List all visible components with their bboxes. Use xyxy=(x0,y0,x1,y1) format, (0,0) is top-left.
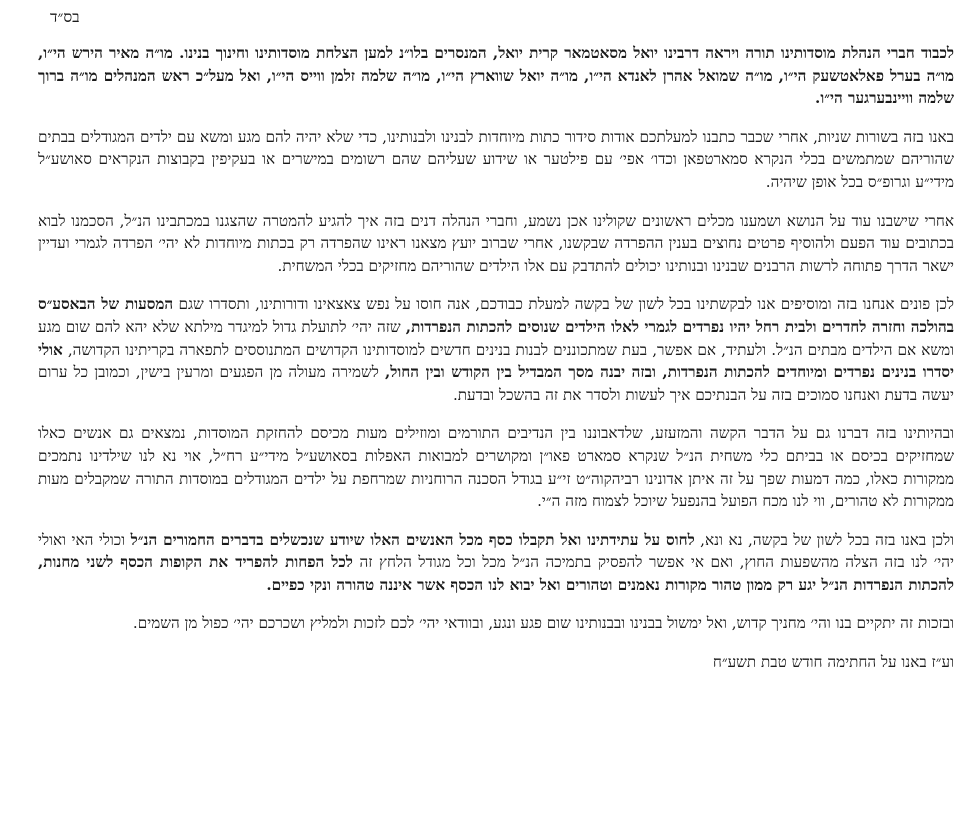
blessing-text: ובזכות זה יתקיים בנו והי׳ מחניך קדוש, ואל ימשול בבנינו ובבנותינו שום פגע ונגע, ובוודאי יהי׳ לכם לזכות ולמליץ ושכרכם יהי׳ כפול מן השמים. xyxy=(132,614,954,633)
request-text-3: לשמירה מעולה מן הפגעים ומרעין בישין, וכמובן כל ערום יעשה בדעת ואנחנו סמוכים בזה על הבנתיכם איך לעשות ולסדר את זה בהשכל ובדעת. xyxy=(38,363,954,404)
request-text-2: שזה יהי׳ לתועלת גדול למיגדר מילתא שלא יהא להם שום מגע ומשא אם הילדים מבתים הנ״ל. ולעתיד, אם אפשר, בעת שמתכוננים לבנות בנינים חדשים למוסדותינו הקדושים המתנוססים לתפארה בקריתינו הקדושה, xyxy=(38,317,954,359)
paragraph-address xyxy=(38,42,954,110)
signoff xyxy=(38,651,954,674)
paragraph-intro xyxy=(38,126,954,194)
funds-text-1: ולכן באנו בזה בכל לשון של בקשה, נא ונא, xyxy=(694,530,954,549)
paragraph-funds xyxy=(38,529,954,597)
signoff-text: וע״ז באנו על החתימה חודש טבת תשע״ח xyxy=(712,653,954,672)
bsd-text: בס״ד xyxy=(50,8,80,26)
funds-bold-2: לכל הפחות להפריד את הקופות הכסף לשני מחנות, להכתות הנפרדות הנ״ל יגע רק ממון טהור מקורות נאמנים וטהורים ואל יבוא לנו הכסף אשר איננה טהורה ונקי כפיים. xyxy=(38,553,954,594)
address-bold-text: לכבוד חברי הנהלת מוסדותינו תורה ויראה דרבינו יואל מסאטמאר קרית יואל, המנסרים בלו״נ למען הצלחת מוסדותינו וחינוך בנינו. מו״ה מאיר הירש הי״ו, מו״ה בערל פאלאטשעק הי״ו, מו״ה שמואל אהרן לאנדא הי״ו, מו״ה יואל שווארץ הי״ו, מו״ה שלמה זלמן ווייס הי״ו, ואל מעל״כ ראש המנהלים מו״ה ברוך שלמה וויינבערגער הי״ו. xyxy=(38,44,954,108)
intro-text: באנו בזה בשורות שניות, אחרי שכבר כתבנו למעלתכם אודות סידור כתות מיוחדות לבנינו ולבנותינו, כדי שלא יהיה להם מגע ומשא עם ילדים המגודלים בבתים שהוריהם שמתמשים בכלי הנקרא סמארטפאן וכדו׳ אפי׳ עם פילטער או שידוע שעליהם שהם רשומים במישרים או בעקיפין בקבוצות הנקראים סאושע״ל מידי״ע וגרופ״ס בכל אופן שיהיה. xyxy=(38,127,954,191)
header-bsd xyxy=(38,6,954,28)
donors-text: ובהיותינו בזה דברנו גם על הדבר הקשה והמזעזע, שלדאבוננו בין הנדיבים התורמים ומוזילים מעות מכיסם להחזקת המוסדות, נמצאים גם אנשים כאלו שמחזיקים בכיסם או בביתם כלי משחית הנ״ל שנקרא סמארט פאו״ן ומקושרים למבואות האפלות בסאושע״ל מידי״ע רח״ל, אוי נא לנו שילדינו נתמכים ממקורות כאלו, כמה דמעות שפך על זה איתן אדונינו רביהקוה״ט זי״ע בגודל הסכנה הרוחניות שמרחפת על ילדים המגודלים במוסדות התורה שמקבלים מעות ממקורות לא טהורים, ווי לנו מכח הפועל בהנפעל שיוכל לצמוח מזה ה״י. xyxy=(38,424,954,511)
request-text-1: לכן פונים אנחנו בזה ומוסיפים אנו לבקשתינו בכל לשון של בקשה למעלת כבודכם, אנה חוסו על נפש צאצאינו ודורותינו, ותסדרו שגם xyxy=(173,295,954,314)
paragraph-donors xyxy=(38,422,954,512)
paragraph-followup xyxy=(38,210,954,278)
followup-text: אחרי שישבנו עוד על הנושא ושמענו מכלים ראשונים שקולינו אכן נשמע, וחברי הנהלה דנים בזה איך להגיע להמטרה שהצגנו במכתבינו הנ״ל, הסכמנו לבוא בכתובים עוד הפעם ולהוסיף פרטים נחוצים בענין ההפרדה שבקשנו, אחרי שברוב יועץ מצאנו ראינו שהפרדה רק בכתות מיוחדות לא יהי׳ הפרדה לגמרי ועדיין ישאר הדרך פתוחה לרשות הרבנים שבנינו ובנותינו יכולים להתדבק עם אלו הילדים שהוריהם מחזיקים בכלי המשחית. xyxy=(38,211,954,275)
paragraph-blessing xyxy=(38,612,954,635)
request-bold-1: המסעות של הבאסע״ס בהולכה וחזרה לחדרים ולבית רחל יהיו נפרדים לגמרי לאלו הילדים שנוסים להכתות הנפרדות, xyxy=(38,295,954,336)
funds-text-2: וכולי האי ואולי יהי׳ לנו בזה הצלה מהשפעות החוץ, ואם אי אפשר להפסיק בתמיכה הנ״ל מכל וכל מגודל הלחץ זה xyxy=(38,530,955,572)
funds-bold-1: לחוס על עתידתינו ואל תקבלו כסף מכל האנשים האלו שיודע שנכשלים בדברים החמורים הנ״ל xyxy=(130,530,695,549)
paragraph-request-buses xyxy=(38,293,954,406)
request-bold-2: אולי יסדרו בנינים נפרדים ומיוחדים להכתות הנפרדות, ובזה יבנה מסך המבדיל בין הקודש ובין החול, xyxy=(38,340,955,382)
